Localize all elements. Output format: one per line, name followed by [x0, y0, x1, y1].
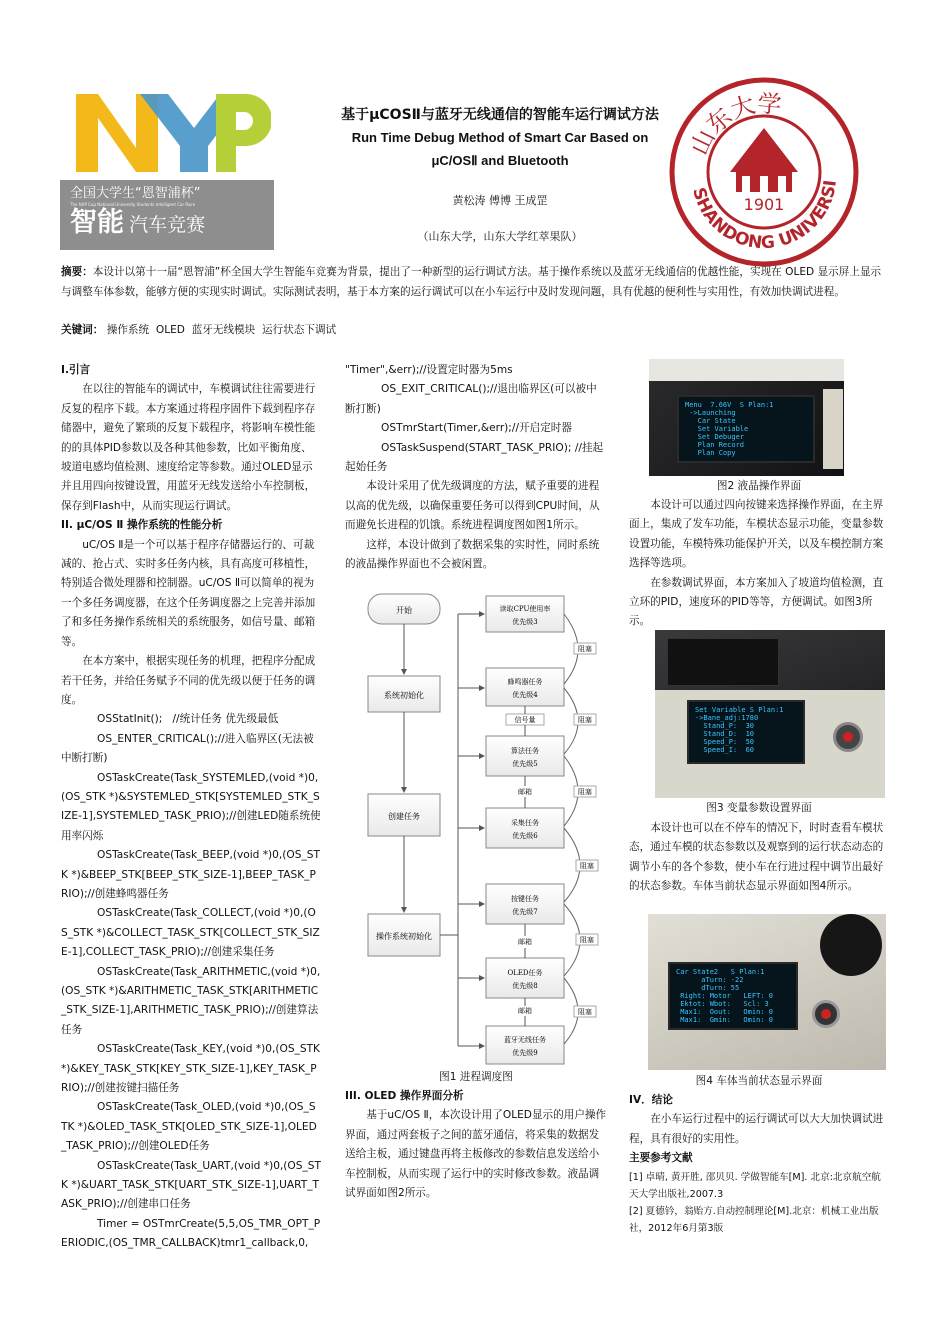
task-box-7: [486, 1026, 564, 1064]
section-2-para-1: uC/OS Ⅱ是一个可以基于程序存储器运行的、可裁减的、抢占式、实时多任务内核，具有高度可移植性，特别适合微处理器和控制器。uC/OS Ⅱ可以简单的视为一个多任务调度器，在这个任务调度器之上完善并添加了和多任务操作系统相关的系统服务，如信号量、邮箱等。: [61, 538, 316, 648]
svg-text:优先级9: 优先级9: [512, 1049, 538, 1057]
section-1-para: 在以往的智能车的调试中，车模调试往往需要进行反复的程序下载。本方案通过将程序固件下载到程序存储器中，避免了繁琐的反复下载程序，将影响车模性能的的具体PID参数以及各种其他参数，比如平衡角度、坡道电感均值检测、速度给定等参数。通过OLED显示并且用四向按键设置，用蓝牙无线发送给小车控制板，保存到Flash中，从而实现运行调试。: [61, 383, 316, 512]
code-line-8: OSTaskCreate(Task_OLED,(void *)0,(OS_STK *)&OLED_TASK_STK[OLED_STK_SIZE-1],OLED_TASK_PRIO);//创建OLED任务: [61, 1101, 317, 1153]
flow-start: 开始: [396, 606, 412, 615]
keywords: [61, 322, 336, 337]
code-line-1: OSStatInit(); //统计任务 优先级最低: [97, 713, 279, 726]
abstract-label: 摘要：: [61, 266, 93, 278]
label-mailbox-2: 邮箱: [518, 938, 532, 946]
col3-para-2: 在参数调试界面，本方案加入了坡道均值检测，直立环的PID，速度环的PID等等，方便调试。如图3所示。: [629, 576, 884, 628]
keywords-label: 关键词：: [61, 324, 104, 336]
title-en-line1: Run Time Debug Method of Smart Car Based on: [351, 130, 649, 145]
authors: 黄松涛 傅博 王成罡: [452, 194, 548, 207]
fig3-oled-screen: Set Variable S Plan:1 ->Bane_adj:1780 Stand_P: 30 Stand_D: 10 Speed_P: 50 Speed_I: 60: [687, 700, 805, 764]
column-2-bottom: [345, 1087, 607, 1203]
references-title: 主要参考文献: [629, 1152, 693, 1165]
svg-text:优先级6: 优先级6: [512, 832, 538, 840]
fig4-oled-screen: Car State2 S Plan:1 aTurn: -22 dTurn: 55 Right: Motor LEFT: 0 Ektot: Wbot: Scl: 3 Max1: Oout: Omin: 0 Max1: Gmin: Omin: 0: [668, 962, 798, 1030]
fig2-caption: 图2 液晶操作界面: [716, 480, 802, 492]
section-3-title: III. OLED 操作界面分析: [345, 1090, 464, 1102]
task-box-1: [486, 596, 564, 632]
section-4-para: 在小车运行过程中的运行调试可以大大加快调试进程，具有很好的实用性。: [629, 1113, 884, 1145]
label-semaphore: 信号量: [514, 716, 536, 724]
contest-logo-big2: 汽车竞赛: [129, 214, 206, 236]
reference-1: [1] 卓晴, 黄开胜, 邵贝贝. 学做智能车[M]. 北京:北京航空航天大学出版社,2007.3: [629, 1171, 881, 1200]
column-3-mid: [629, 819, 889, 897]
col3-para-3: 本设计也可以在不停车的情况下，时时查看车模状态，通过车模的状态参数以及观察到的运行状态动态的调节小车的各个参数，使小车在行进过程中调节出最好的状态参数。车体当前状态显示界面如图4所示。: [629, 822, 884, 893]
flow-os-init: 操作系统初始化: [376, 932, 432, 941]
fig2-photo: [649, 359, 844, 476]
section-4-title: IV．结论: [629, 1094, 673, 1106]
abstract-text: 本设计以第十一届“恩智浦”杯全国大学生智能车竞赛为背景，提出了一种新型的运行调试方法。基于操作系统以及蓝牙无线通信的优越性能，实现在 OLED 显示屏上显示与调整车体参数，能够方便的实现实时调试。实际测试表明，基于本方案的运行调试可以在小车运行中及时发现问题，具有优越的便利性与实用性，有效加快调试进程。: [61, 266, 882, 298]
fig4-photo: [648, 914, 886, 1070]
seal-cn: 山东大学: [684, 89, 783, 160]
col2-para-2: 这样，本设计做到了数据采集的实时性，同时系统的液晶操作界面也不会被闲置。: [345, 538, 600, 571]
col3-para-1: 本设计可以通过四向按键来选择操作界面，在主界面上，集成了发车功能，车模状态显示功能，变量参数设置功能，车模特殊功能保护开关，以及车模控制方案选择等选项。: [629, 499, 884, 570]
svg-text:算法任务: 算法任务: [511, 747, 539, 755]
svg-text:优先级4: 优先级4: [512, 691, 538, 699]
task-box-4: [486, 808, 564, 848]
svg-text:OLED任务: OLED任务: [507, 969, 543, 977]
label-mailbox-1: 邮箱: [518, 788, 532, 796]
code-line-4: OSTaskCreate(Task_BEEP,(void *)0,(OS_STK *)&BEEP_STK[BEEP_STK_SIZE-1],BEEP_TASK_PRIO);//创建蜂鸣器任务: [61, 849, 320, 900]
code-line-3: OSTaskCreate(Task_SYSTEMLED,(void *)0,(OS_STK *)&SYSTEMLED_STK[SYSTEMLED_STK_SIZE-1],SYSTEMLED_TASK_PRIO);//创建LED随系统使用率闪烁: [61, 771, 321, 842]
svg-text:按键任务: 按键任务: [511, 895, 539, 903]
label-block-2: 阻塞: [578, 716, 592, 724]
flow-init: 系统初始化: [384, 691, 424, 700]
fig4-caption: 图4 车体当前状态显示界面: [695, 1075, 823, 1087]
task-box-2: [486, 668, 564, 706]
svg-text:读取CPU使用率: 读取CPU使用率: [499, 605, 551, 613]
flow-create: 创建任务: [388, 812, 420, 821]
task-box-3: [486, 736, 564, 776]
label-mailbox-3: 邮箱: [518, 1007, 532, 1015]
column-3-bottom: [629, 1091, 889, 1237]
reference-2: [2] 夏德钤，翁贻方.自动控制理论[M].北京：机械工业出版社，2012年6月第3版: [629, 1205, 879, 1234]
fig3-photo: [655, 630, 885, 798]
column-3-top: [629, 496, 889, 632]
code-line-10: Timer = OSTmrCreate(5,5,OS_TMR_OPT_PERIODIC,(OS_TMR_CALLBACK)tmr1_callback,0,: [61, 1217, 321, 1250]
contest-logo: [60, 180, 274, 250]
fig2-oled-screen: Menu 7.66V S Plan:1 ->Launching Car State Set Variable Set Debuger Plan Record Plan Copy: [677, 395, 815, 463]
university-seal: [668, 76, 860, 268]
task-box-5: [486, 884, 564, 924]
section-1-title: I.引言: [61, 364, 91, 376]
contest-logo-big1: 智能: [70, 207, 124, 238]
section-2-title: II. μC/OS Ⅱ 操作系统的性能分析: [61, 519, 223, 532]
fig1-caption: 图1 进程调度图: [439, 1071, 513, 1083]
label-block-6: 阻塞: [578, 1008, 592, 1016]
code-line-7: OSTaskCreate(Task_KEY,(void *)0,(OS_STK *)&KEY_TASK_STK[KEY_STK_SIZE-1],KEY_TASK_PRIO);//创建按键扫描任务: [61, 1043, 320, 1095]
contest-logo-en: The NXP Cup National University Students Intelligent Car Race: [70, 202, 196, 207]
code-line-5: OSTaskCreate(Task_COLLECT,(void *)0,(OS_STK *)&COLLECT_TASK_STK[COLLECT_STK_SIZE-1],COLLECT_TASK_PRIO);//创建采集任务: [61, 907, 320, 959]
code-line-11: "Timer",&err);//设置定时器为5ms: [345, 364, 513, 376]
code-line-9: OSTaskCreate(Task_UART,(void *)0,(OS_STK *)&UART_TASK_STK[UART_STK_SIZE-1],UART_TASK_PRIO);//创建串口任务: [61, 1159, 321, 1211]
code-line-13: OSTmrStart(Timer,&err);//开启定时器: [381, 422, 572, 435]
svg-text:优先级7: 优先级7: [512, 908, 538, 916]
fig3-caption: 图3 变量参数设置界面: [706, 802, 812, 814]
label-block-3: 阻塞: [578, 788, 592, 796]
affiliation: （山东大学，山东大学红萃果队）: [417, 230, 583, 243]
svg-text:蜂鸣器任务: 蜂鸣器任务: [507, 678, 543, 686]
code-line-14: OSTaskSuspend(START_TASK_PRIO); //挂起起始任务: [345, 441, 604, 474]
nxp-logo: [76, 86, 271, 178]
label-block-5: 阻塞: [580, 936, 594, 944]
title-cn: 基于μCOSⅡ与蓝牙无线通信的智能车运行调试方法: [341, 107, 659, 123]
task-box-6: [486, 958, 564, 998]
col2-para-1: 本设计采用了优先级调度的方法，赋予重要的进程以高的优先级，以确保重要任务可以得到CPU时间，从而避免长进程的饥饿。系统进程调度图如图1所示。: [345, 480, 600, 532]
title-en-line2: μC/OSⅡ and Bluetooth: [431, 153, 569, 168]
section-3-para: 基于uC/OS Ⅱ，本次设计用了OLED显示的用户操作界面，通过两套板子之间的蓝牙通信，将采集的数据发送给主板，通过键盘再将主板修改的参数信息发送给小车控制板，从而实现了运行中的实时修改参数。液晶调试界面如图2所示。: [345, 1109, 607, 1200]
keywords-text: 操作系统 OLED 蓝牙无线模块 运行状态下调试: [106, 324, 337, 336]
svg-text:优先级8: 优先级8: [512, 982, 538, 990]
contest-logo-cn: 全国大学生“恩智浦杯”: [70, 186, 201, 201]
column-1: [61, 361, 321, 1254]
svg-text:优先级3: 优先级3: [512, 618, 538, 626]
seal-year: 1901: [743, 195, 785, 214]
abstract: [61, 262, 891, 302]
seal-en: SHANDONG UNIVERSI: [688, 179, 841, 254]
svg-text:蓝牙无线任务: 蓝牙无线任务: [504, 1036, 546, 1044]
label-block-1: 阻塞: [578, 645, 592, 653]
code-line-6: OSTaskCreate(Task_ARITHMETIC,(void *)0,(OS_STK *)&ARITHMETIC_TASK_STK[ARITHMETIC_STK_SIZE-1],ARITHMETIC_TASK_PRIO);//创建算法任务: [61, 965, 321, 1036]
column-2: [345, 361, 607, 574]
process-schedule-diagram: [360, 588, 608, 1068]
code-line-12: OS_EXIT_CRITICAL();//退出临界区(可以被中断打断): [345, 383, 597, 415]
section-2-para-2: 在本方案中，根据实现任务的机理，把程序分配成若干任务，并给任务赋予不同的优先级以便于任务的调度。: [61, 655, 316, 706]
label-block-4: 阻塞: [580, 862, 594, 870]
svg-text:采集任务: 采集任务: [511, 819, 539, 827]
svg-text:优先级5: 优先级5: [512, 760, 538, 768]
code-line-2: OS_ENTER_CRITICAL();//进入临界区(无法被中断打断): [61, 732, 314, 765]
